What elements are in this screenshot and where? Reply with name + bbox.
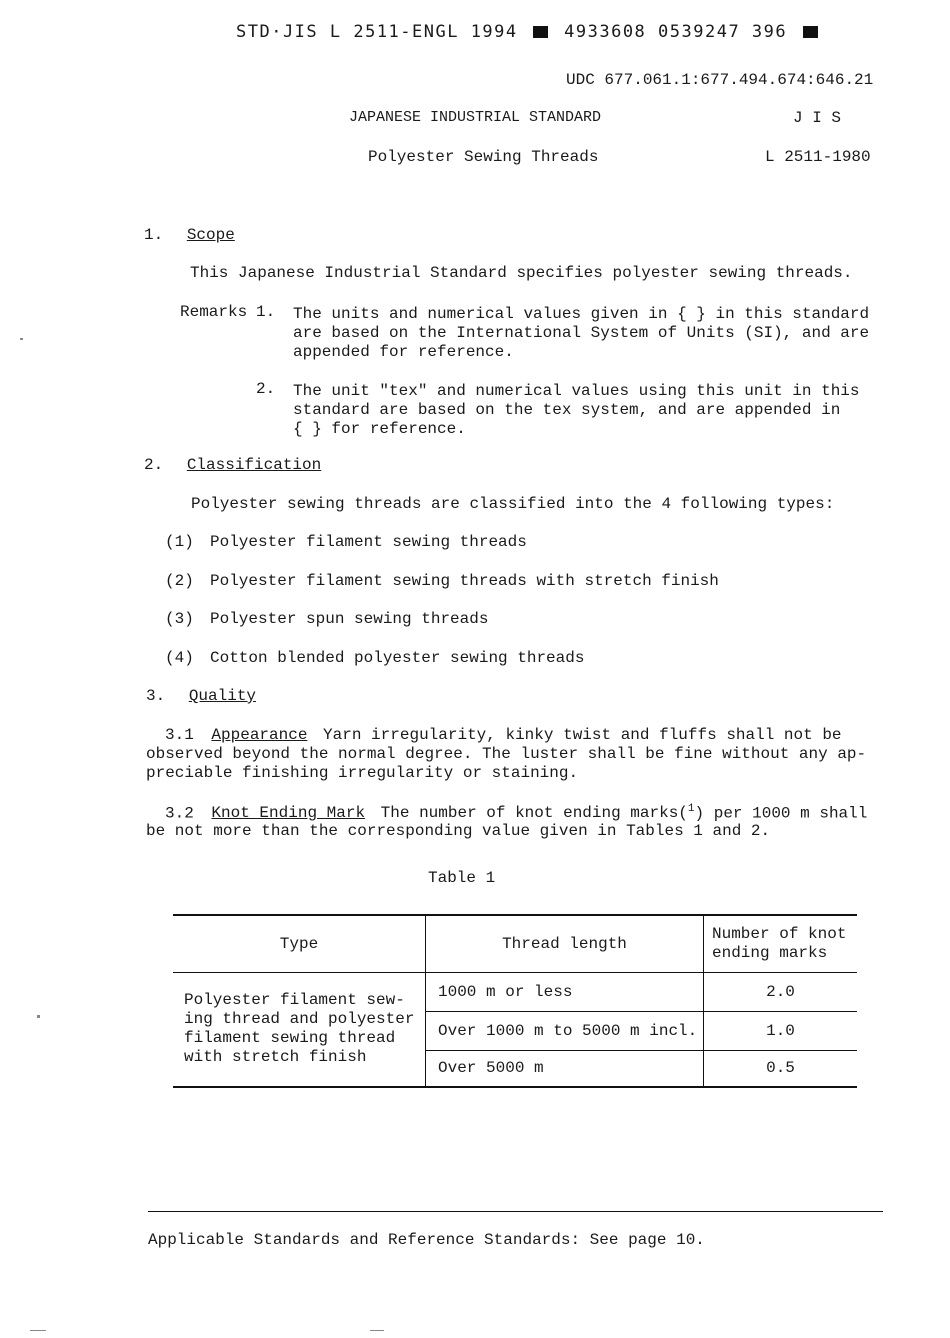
std-header-text: STD·JIS L 2511-ENGL 1994 bbox=[236, 22, 518, 42]
black-block-mark bbox=[533, 26, 548, 38]
paragraph-number: 3.1 bbox=[165, 726, 194, 744]
classification-item-number: (4) bbox=[165, 649, 194, 667]
paragraph-3-2-first-line bbox=[165, 803, 867, 822]
paragraph-text: ) per 1000 m shall bbox=[694, 804, 868, 823]
scan-speck bbox=[20, 338, 23, 340]
type-line: Polyester filament sew- bbox=[184, 991, 405, 1010]
document-number: L 2511-1980 bbox=[765, 148, 871, 166]
section-2-heading bbox=[144, 456, 321, 474]
paragraph-text: The number of knot ending marks( bbox=[380, 804, 688, 823]
classification-item-text: Cotton blended polyester sewing threads bbox=[210, 649, 585, 667]
type-line: ing thread and polyester bbox=[184, 1010, 415, 1029]
standard-title: JAPANESE INDUSTRIAL STANDARD bbox=[349, 109, 602, 126]
classification-item-number: (3) bbox=[165, 610, 194, 628]
length-cell: Over 5000 m bbox=[426, 1050, 704, 1087]
section-1-heading bbox=[144, 226, 235, 244]
length-cell: Over 1000 m to 5000 m incl. bbox=[426, 1011, 704, 1050]
paragraph-3-1-line: observed beyond the normal degree. The luster shall be fine without any ap- bbox=[146, 745, 867, 763]
remark-1-number: 1. bbox=[256, 303, 276, 321]
classification-item-text: Polyester filament sewing threads bbox=[210, 533, 527, 551]
remark-1-line: The units and numerical values given in { } in this standard bbox=[293, 305, 870, 323]
header-knot-marks bbox=[704, 915, 858, 972]
section-number: 1. bbox=[144, 226, 164, 244]
std-code-1: 4933608 bbox=[564, 22, 647, 42]
std-code-2: 0539247 396 bbox=[658, 22, 788, 42]
table-row bbox=[173, 972, 857, 1011]
paragraph-3-1-first-line bbox=[165, 726, 842, 744]
scan-speck bbox=[30, 1330, 46, 1331]
scan-speck bbox=[370, 1330, 384, 1331]
section-title: Scope bbox=[186, 226, 235, 244]
marks-cell: 0.5 bbox=[766, 1059, 795, 1078]
header-knot-marks-line: ending marks bbox=[712, 943, 828, 962]
section-title: Quality bbox=[188, 687, 257, 705]
header-knot-marks-line: Number of knot bbox=[712, 924, 847, 943]
remark-1-line: appended for reference. bbox=[293, 343, 514, 361]
section-number: 2. bbox=[144, 456, 164, 474]
remark-1-line: are based on the International System of Units (SI), and are bbox=[293, 324, 870, 342]
classification-item-text: Polyester spun sewing threads bbox=[210, 610, 489, 628]
classification-item-text: Polyester filament sewing threads with stretch finish bbox=[210, 572, 719, 590]
udc-code: UDC 677.061.1:677.494.674:646.21 bbox=[566, 71, 874, 89]
paragraph-text: Yarn irregularity, kinky twist and fluffs shall not be bbox=[323, 726, 842, 744]
footer-rule bbox=[148, 1211, 883, 1212]
type-line: with stretch finish bbox=[184, 1048, 367, 1067]
knot-marks-table bbox=[173, 914, 857, 1088]
classification-intro: Polyester sewing threads are classified into the 4 following types: bbox=[191, 495, 835, 513]
section-number: 3. bbox=[146, 687, 166, 705]
footer-note: Applicable Standards and Reference Standards: See page 10. bbox=[148, 1231, 705, 1249]
marks-cell: 1.0 bbox=[766, 1021, 795, 1040]
table-caption: Table 1 bbox=[428, 869, 496, 887]
remarks-label: Remarks bbox=[180, 303, 248, 321]
black-block-mark bbox=[803, 26, 818, 38]
marks-cell: 2.0 bbox=[766, 982, 795, 1001]
paragraph-title: Knot Ending Mark bbox=[211, 804, 366, 823]
paragraph-3-1-line: preciable finishing irregularity or staining. bbox=[146, 764, 579, 782]
section-title: Classification bbox=[186, 456, 322, 474]
header-thread-length: Thread length bbox=[426, 915, 704, 972]
std-header-line bbox=[236, 22, 822, 42]
scope-body: This Japanese Industrial Standard specifies polyester sewing threads. bbox=[190, 264, 853, 282]
type-cell bbox=[173, 972, 426, 1087]
section-3-heading bbox=[146, 687, 256, 705]
type-line: filament sewing thread bbox=[184, 1029, 396, 1048]
length-cell: 1000 m or less bbox=[426, 972, 704, 1011]
paragraph-number: 3.2 bbox=[165, 804, 194, 823]
classification-item-number: (2) bbox=[165, 572, 194, 590]
classification-item-number: (1) bbox=[165, 533, 194, 551]
remark-2-line: { } for reference. bbox=[293, 420, 466, 438]
paragraph-title: Appearance bbox=[211, 726, 308, 744]
footnote-marker: 1 bbox=[687, 803, 695, 815]
table-header-row bbox=[173, 915, 857, 972]
document-title: Polyester Sewing Threads bbox=[368, 148, 599, 166]
header-type: Type bbox=[173, 915, 426, 972]
paragraph-3-2-line: be not more than the corresponding value given in Tables 1 and 2. bbox=[146, 822, 771, 840]
scan-speck bbox=[37, 1015, 40, 1018]
jis-mark: J I S bbox=[793, 109, 842, 127]
remark-2-line: standard are based on the tex system, and are appended in bbox=[293, 401, 841, 419]
remark-2-number: 2. bbox=[256, 380, 276, 398]
remark-2-line: The unit "tex" and numerical values using this unit in this bbox=[293, 382, 860, 400]
